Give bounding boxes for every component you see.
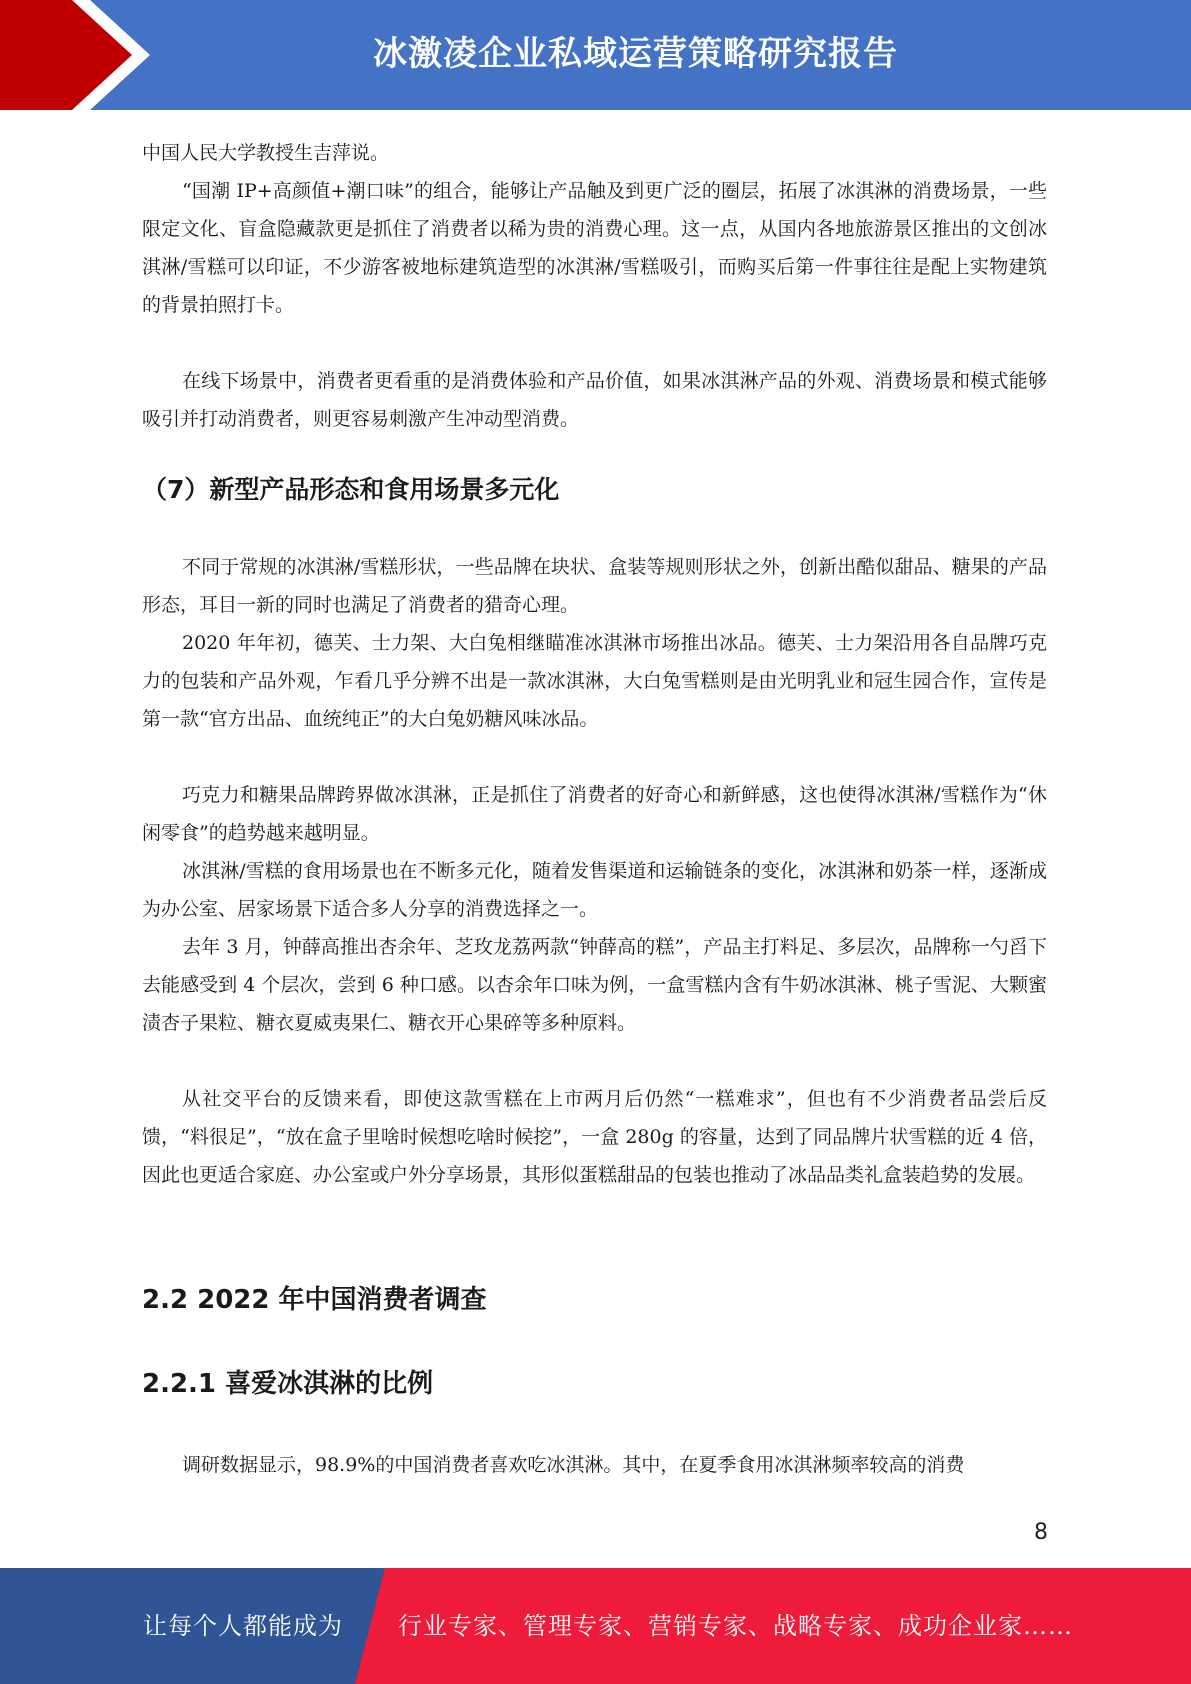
document-body bbox=[142, 134, 1047, 1484]
paragraph: 调研数据显示，98.9%的中国消费者喜欢吃冰淇淋。其中，在夏季食用冰淇淋频率较高的消费 bbox=[182, 1454, 965, 1476]
page-header bbox=[0, 0, 1191, 110]
paragraph: 2020 年年初，德芙、士力架、大白兔相继瞄准冰淇淋市场推出冰品。德芙、士力架沿用各自品牌巧克力的包装和产品外观，乍看几乎分辨不出是一款冰淇淋，大白兔雪糕则是由光明乳业和冠生园合作，宣传是第一款“官方出品、血统纯正”的大白兔奶糖风味冰品。 bbox=[142, 632, 1047, 730]
paragraph: 中国人民大学教授生吉萍说。 bbox=[142, 142, 390, 164]
paragraph: 在线下场景中，消费者更看重的是消费体验和产品价值，如果冰淇淋产品的外观、消费场景和模式能够吸引并打动消费者，则更容易刺激产生冲动型消费。 bbox=[142, 370, 1047, 430]
paragraph: 从社交平台的反馈来看，即使这款雪糕在上市两月后仍然“一糕难求”，但也有不少消费者品尝后反馈，“料很足”，“放在盒子里啥时候想吃啥时候挖”，一盒 280g 的容量，达到了同品牌片状雪糕的近 4 倍，因此也更适合家庭、办公室或户外分享场景，其形似蛋糕甜品的包装也推动了冰品品类礼盒装趋势的发展。 bbox=[142, 1088, 1047, 1186]
paragraph: 冰淇淋/雪糕的食用场景也在不断多元化，随着发售渠道和运输链条的变化，冰淇淋和奶茶一样，逐渐成为办公室、居家场景下适合多人分享的消费选择之一。 bbox=[142, 860, 1047, 920]
page-number: 8 bbox=[1034, 1520, 1048, 1545]
subsection-heading: （7）新型产品形态和食用场景多元化 bbox=[142, 475, 560, 504]
section-heading: 2.2 2022 年中国消费者调查 bbox=[142, 1285, 487, 1315]
paragraph: 去年 3 月，钟薛高推出杏余年、芝玫龙荔两款“钟薛高的糕”，产品主打料足、多层次，品牌称一勺舀下去能感受到 4 个层次，尝到 6 种口感。以杏余年口味为例，一盒雪糕内含有牛奶冰淇淋、桃子雪泥、大颗蜜渍杏子果粒、糖衣夏威夷果仁、糖衣开心果碎等多种原料。 bbox=[142, 936, 1047, 1034]
footer-slogan-lead: 让每个人都能成为 bbox=[143, 1612, 343, 1640]
page-footer bbox=[0, 1568, 1191, 1684]
paragraph: 不同于常规的冰淇淋/雪糕形状，一些品牌在块状、盒装等规则形状之外，创新出酷似甜品、糖果的产品形态，耳目一新的同时也满足了消费者的猎奇心理。 bbox=[142, 556, 1047, 616]
footer-slogan-roles: 行业专家、管理专家、营销专家、战略专家、成功企业家…… bbox=[398, 1612, 1073, 1640]
paragraph: 巧克力和糖果品牌跨界做冰淇淋，正是抓住了消费者的好奇心和新鲜感，这也使得冰淇淋/雪糕作为“休闲零食”的趋势越来越明显。 bbox=[142, 784, 1047, 844]
report-title: 冰激凌企业私域运营策略研究报告 bbox=[373, 34, 898, 74]
subsection-heading: 2.2.1 喜爱冰淇淋的比例 bbox=[142, 1369, 434, 1399]
paragraph: “国潮 IP+高颜值+潮口味”的组合，能够让产品触及到更广泛的圈层，拓展了冰淇淋的消费场景，一些限定文化、盲盒隐藏款更是抓住了消费者以稀为贵的消费心理。这一点，从国内各地旅游景区推出的文创冰淇淋/雪糕可以印证，不少游客被地标建筑造型的冰淇淋/雪糕吸引，而购买后第一件事往往是配上实物建筑的背景拍照打卡。 bbox=[142, 180, 1047, 316]
